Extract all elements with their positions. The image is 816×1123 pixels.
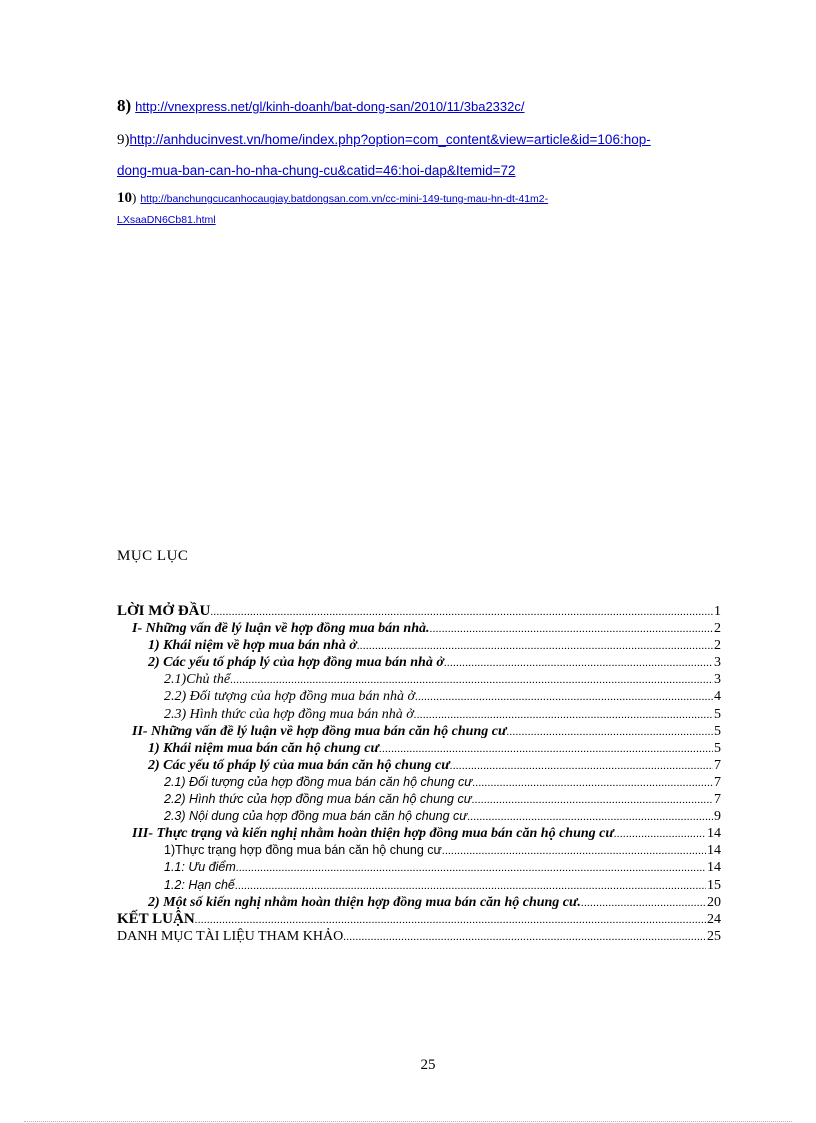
toc-entry-page: 5 — [714, 706, 721, 722]
toc-leader — [236, 860, 706, 877]
toc-entry-page: 9 — [714, 809, 721, 825]
toc-entry[interactable] — [117, 671, 721, 688]
reference-number: 10 — [117, 190, 132, 206]
toc-entry[interactable] — [117, 740, 721, 757]
toc-leader — [414, 707, 713, 724]
toc-leader — [357, 638, 713, 655]
toc-entry-page: 3 — [714, 672, 721, 688]
toc-entry-page: 5 — [714, 740, 721, 756]
toc-entry[interactable] — [117, 928, 721, 945]
toc-entry-page: 7 — [714, 774, 721, 790]
toc-entry[interactable] — [117, 894, 721, 911]
toc-entry-label: I- Những vấn đề lý luận về hợp đồng mua bán nhà. — [132, 621, 430, 637]
toc-entry-page: 7 — [714, 757, 721, 773]
toc-entry-label: KẾT LUẬN — [117, 910, 195, 927]
toc-entry-page: 2 — [714, 621, 721, 637]
page-bottom-divider — [24, 1121, 792, 1122]
toc-entry-label: 2.2) Đối tượng của hợp đồng mua bán nhà ở — [164, 689, 415, 705]
toc-entry-label: 2.3) Nội dung của hợp đồng mua bán căn hộ chung cư — [164, 809, 468, 824]
reference-link[interactable]: LXsaaDN6Cb81.html — [117, 214, 216, 226]
reference-8 — [117, 96, 525, 116]
toc-entry[interactable] — [117, 603, 721, 620]
toc-entry-page: 15 — [707, 877, 721, 893]
toc-entry-label: II- Những vấn đề lý luận về hợp đồng mua bán căn hộ chung cư — [132, 723, 507, 739]
toc-entry-label: 2.1)Chủ thể — [164, 672, 231, 688]
toc-entry-label: 2) Một số kiến nghị nhằm hoàn thiện hợp đồng mua bán căn hộ chung cư. — [148, 894, 581, 910]
page-number: 25 — [420, 1057, 436, 1073]
toc-entry-label: III- Thực trạng và kiến nghị nhằm hoàn thiện hợp đồng mua bán căn hộ chung cư — [132, 826, 614, 842]
toc-entry-page: 24 — [707, 911, 721, 927]
toc-entry-label: 1)Thực trạng hợp đồng mua bán căn hộ chung cư — [164, 843, 442, 858]
toc-leader — [472, 775, 713, 792]
reference-link[interactable]: http://vnexpress.net/gl/kinh-doanh/bat-dong-san/2010/11/3ba2332c/ — [135, 99, 525, 114]
toc-leader — [210, 604, 713, 621]
toc-entry[interactable] — [117, 825, 721, 842]
toc-entry[interactable] — [117, 706, 721, 723]
reference-link[interactable]: http://banchungcucanhocaugiay.batdongsan.com.vn/cc-mini-149-tung-mau-hn-dt-41m2- — [140, 193, 549, 205]
toc-leader — [430, 621, 713, 638]
toc-leader — [235, 878, 706, 895]
toc-leader — [442, 843, 706, 860]
toc-entry[interactable] — [117, 791, 721, 808]
toc-leader — [472, 792, 713, 809]
toc-entry-label: 1.2: Hạn chế — [164, 877, 235, 892]
toc-leader — [343, 929, 706, 946]
reference-number: 8) — [117, 96, 132, 115]
toc-entry[interactable] — [117, 757, 721, 774]
reference-9 — [117, 131, 651, 149]
toc-entry-label: 1) Khái niệm mua bán căn hộ chung cư — [148, 740, 379, 756]
toc-leader — [450, 758, 713, 775]
toc-leader — [506, 724, 713, 741]
toc-entry[interactable] — [117, 859, 721, 876]
toc-leader — [415, 689, 713, 706]
reference-link[interactable]: http://anhducinvest.vn/home/index.php?option=com_content&view=article&id=106:hop- — [129, 132, 651, 147]
toc-entry-label: 1.1: Ưu điểm — [164, 860, 236, 875]
toc-entry[interactable] — [117, 842, 721, 859]
toc-entry-page: 7 — [714, 792, 721, 808]
toc-entry[interactable] — [117, 654, 721, 671]
toc-entry-label: LỜI MỞ ĐẦU — [117, 603, 211, 619]
reference-10 — [117, 190, 548, 207]
toc-entry[interactable] — [117, 808, 721, 825]
toc-entry-label: 2.3) Hình thức của hợp đồng mua bán nhà ở — [164, 706, 414, 722]
toc-entry-label: 1) Khái niệm về hợp mua bán nhà ở — [148, 638, 357, 654]
toc-entry-label: DANH MỤC TÀI LIỆU THAM KHẢO — [117, 928, 344, 944]
toc-leader — [379, 741, 713, 758]
toc-entry[interactable] — [117, 911, 721, 928]
toc-entry-page: 4 — [714, 689, 721, 705]
toc-entry[interactable] — [117, 774, 721, 791]
toc-entry-label: 2) Các yếu tố pháp lý của hợp đồng mua bán nhà ở — [148, 655, 444, 671]
toc-entry-label: 2) Các yếu tố pháp lý của mua bán căn hộ chung cư — [148, 757, 450, 773]
toc-entry[interactable] — [117, 723, 721, 740]
toc-entry-page: 5 — [714, 723, 721, 739]
toc-leader — [195, 912, 706, 929]
toc-entry-page: 2 — [714, 638, 721, 654]
toc-entry-label: 2.2) Hình thức của hợp đồng mua bán căn hộ chung cư — [164, 792, 472, 807]
toc-leader — [230, 672, 713, 689]
toc-title: MỤC LỤC — [117, 548, 189, 564]
table-of-contents — [117, 603, 721, 945]
reference-9-continued — [117, 162, 516, 180]
toc-leader — [581, 895, 706, 912]
toc-entry-page: 25 — [707, 928, 721, 944]
toc-entry-page: 14 — [707, 826, 721, 842]
toc-entry[interactable] — [117, 877, 721, 894]
reference-link[interactable]: dong-mua-ban-can-ho-nha-chung-cu&catid=46:hoi-dap&Itemid=72 — [117, 163, 516, 178]
toc-leader — [467, 809, 713, 826]
toc-entry-page: 14 — [707, 860, 721, 876]
reference-number: 9) — [117, 132, 130, 148]
toc-entry[interactable] — [117, 620, 721, 637]
toc-entry-page: 1 — [714, 604, 721, 619]
toc-entry-page: 20 — [707, 894, 721, 910]
toc-entry[interactable] — [117, 688, 721, 705]
toc-entry-page: 3 — [714, 655, 721, 671]
toc-leader — [614, 826, 706, 843]
toc-entry-label: 2.1) Đối tượng của hợp đồng mua bán căn hộ chung cư — [164, 774, 473, 789]
toc-leader — [444, 655, 713, 672]
reference-number-suffix: ) — [132, 190, 137, 205]
toc-entry-page: 14 — [707, 843, 721, 859]
toc-entry[interactable] — [117, 637, 721, 654]
reference-10-continued — [117, 210, 216, 228]
